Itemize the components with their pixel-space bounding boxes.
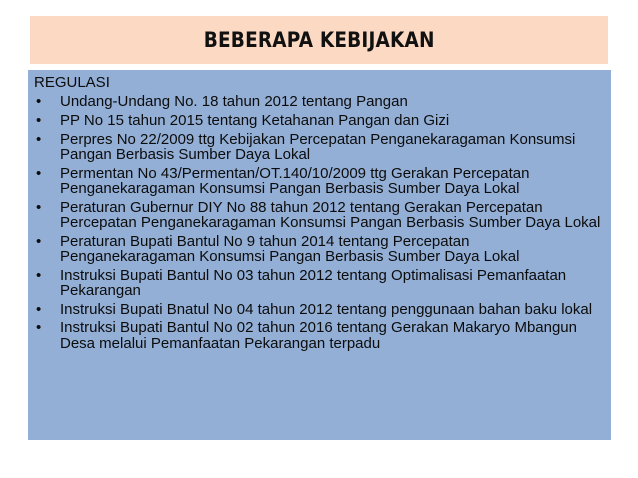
list-item xyxy=(34,166,605,197)
list-item xyxy=(34,132,605,163)
regulation-list xyxy=(34,94,605,351)
content-box xyxy=(28,70,611,440)
list-item xyxy=(34,200,605,231)
list-item-text: Perpres No 22/2009 ttg Kebijakan Percepatan Penganekaragaman Konsumsi Pangan Berbasis Sumber Daya Lokal xyxy=(60,130,576,163)
bullet-icon: • xyxy=(36,232,42,250)
list-item-text: Instruksi Bupati Bantul No 02 tahun 2016 tentang Gerakan Makaryo Mbangun Desa melalui Pemanfaatan Pekarangan terpadu xyxy=(60,319,577,352)
list-item-text: Instruksi Bupati Bnatul No 04 tahun 2012 tentang penggunaan bahan baku lokal xyxy=(60,300,593,318)
slide-title: BEBERAPA KEBIJAKAN xyxy=(203,28,435,52)
title-bar xyxy=(30,16,608,64)
list-item xyxy=(34,320,605,351)
list-item xyxy=(34,94,605,109)
list-item-text: Instruksi Bupati Bantul No 03 tahun 2012 tentang Optimalisasi Pemanfaatan Pekarangan xyxy=(60,266,567,299)
list-item-text: Peraturan Bupati Bantul No 9 tahun 2014 tentang Percepatan Penganekaragaman Konsumsi Pangan Berbasis Sumber Daya Lokal xyxy=(60,232,520,265)
bullet-icon: • xyxy=(36,130,42,148)
bullet-icon: • xyxy=(36,319,42,337)
section-label: REGULASI xyxy=(34,74,110,91)
list-item-text: PP No 15 tahun 2015 tentang Ketahanan Pangan dan Gizi xyxy=(60,112,450,129)
list-item-text: Peraturan Gubernur DIY No 88 tahun 2012 tentang Gerakan Percepatan Percepatan Penganekaragaman Konsumsi Pangan Berbasis Sumber Daya Lokal xyxy=(60,198,601,231)
list-item xyxy=(34,302,605,317)
bullet-icon: • xyxy=(36,93,42,111)
list-item xyxy=(34,234,605,265)
list-item xyxy=(34,113,605,128)
bullet-icon: • xyxy=(36,266,42,284)
list-item xyxy=(34,268,605,299)
list-item-text: Permentan No 43/Permentan/OT.140/10/2009 ttg Gerakan Percepatan Penganekaragaman Konsumsi Pangan Berbasis Sumber Daya Lokal xyxy=(60,164,530,197)
bullet-icon: • xyxy=(36,198,42,216)
list-item-text: Undang-Undang No. 18 tahun 2012 tentang Pangan xyxy=(60,93,408,111)
bullet-icon: • xyxy=(36,300,42,318)
bullet-icon: • xyxy=(36,112,42,129)
bullet-icon: • xyxy=(36,164,42,182)
